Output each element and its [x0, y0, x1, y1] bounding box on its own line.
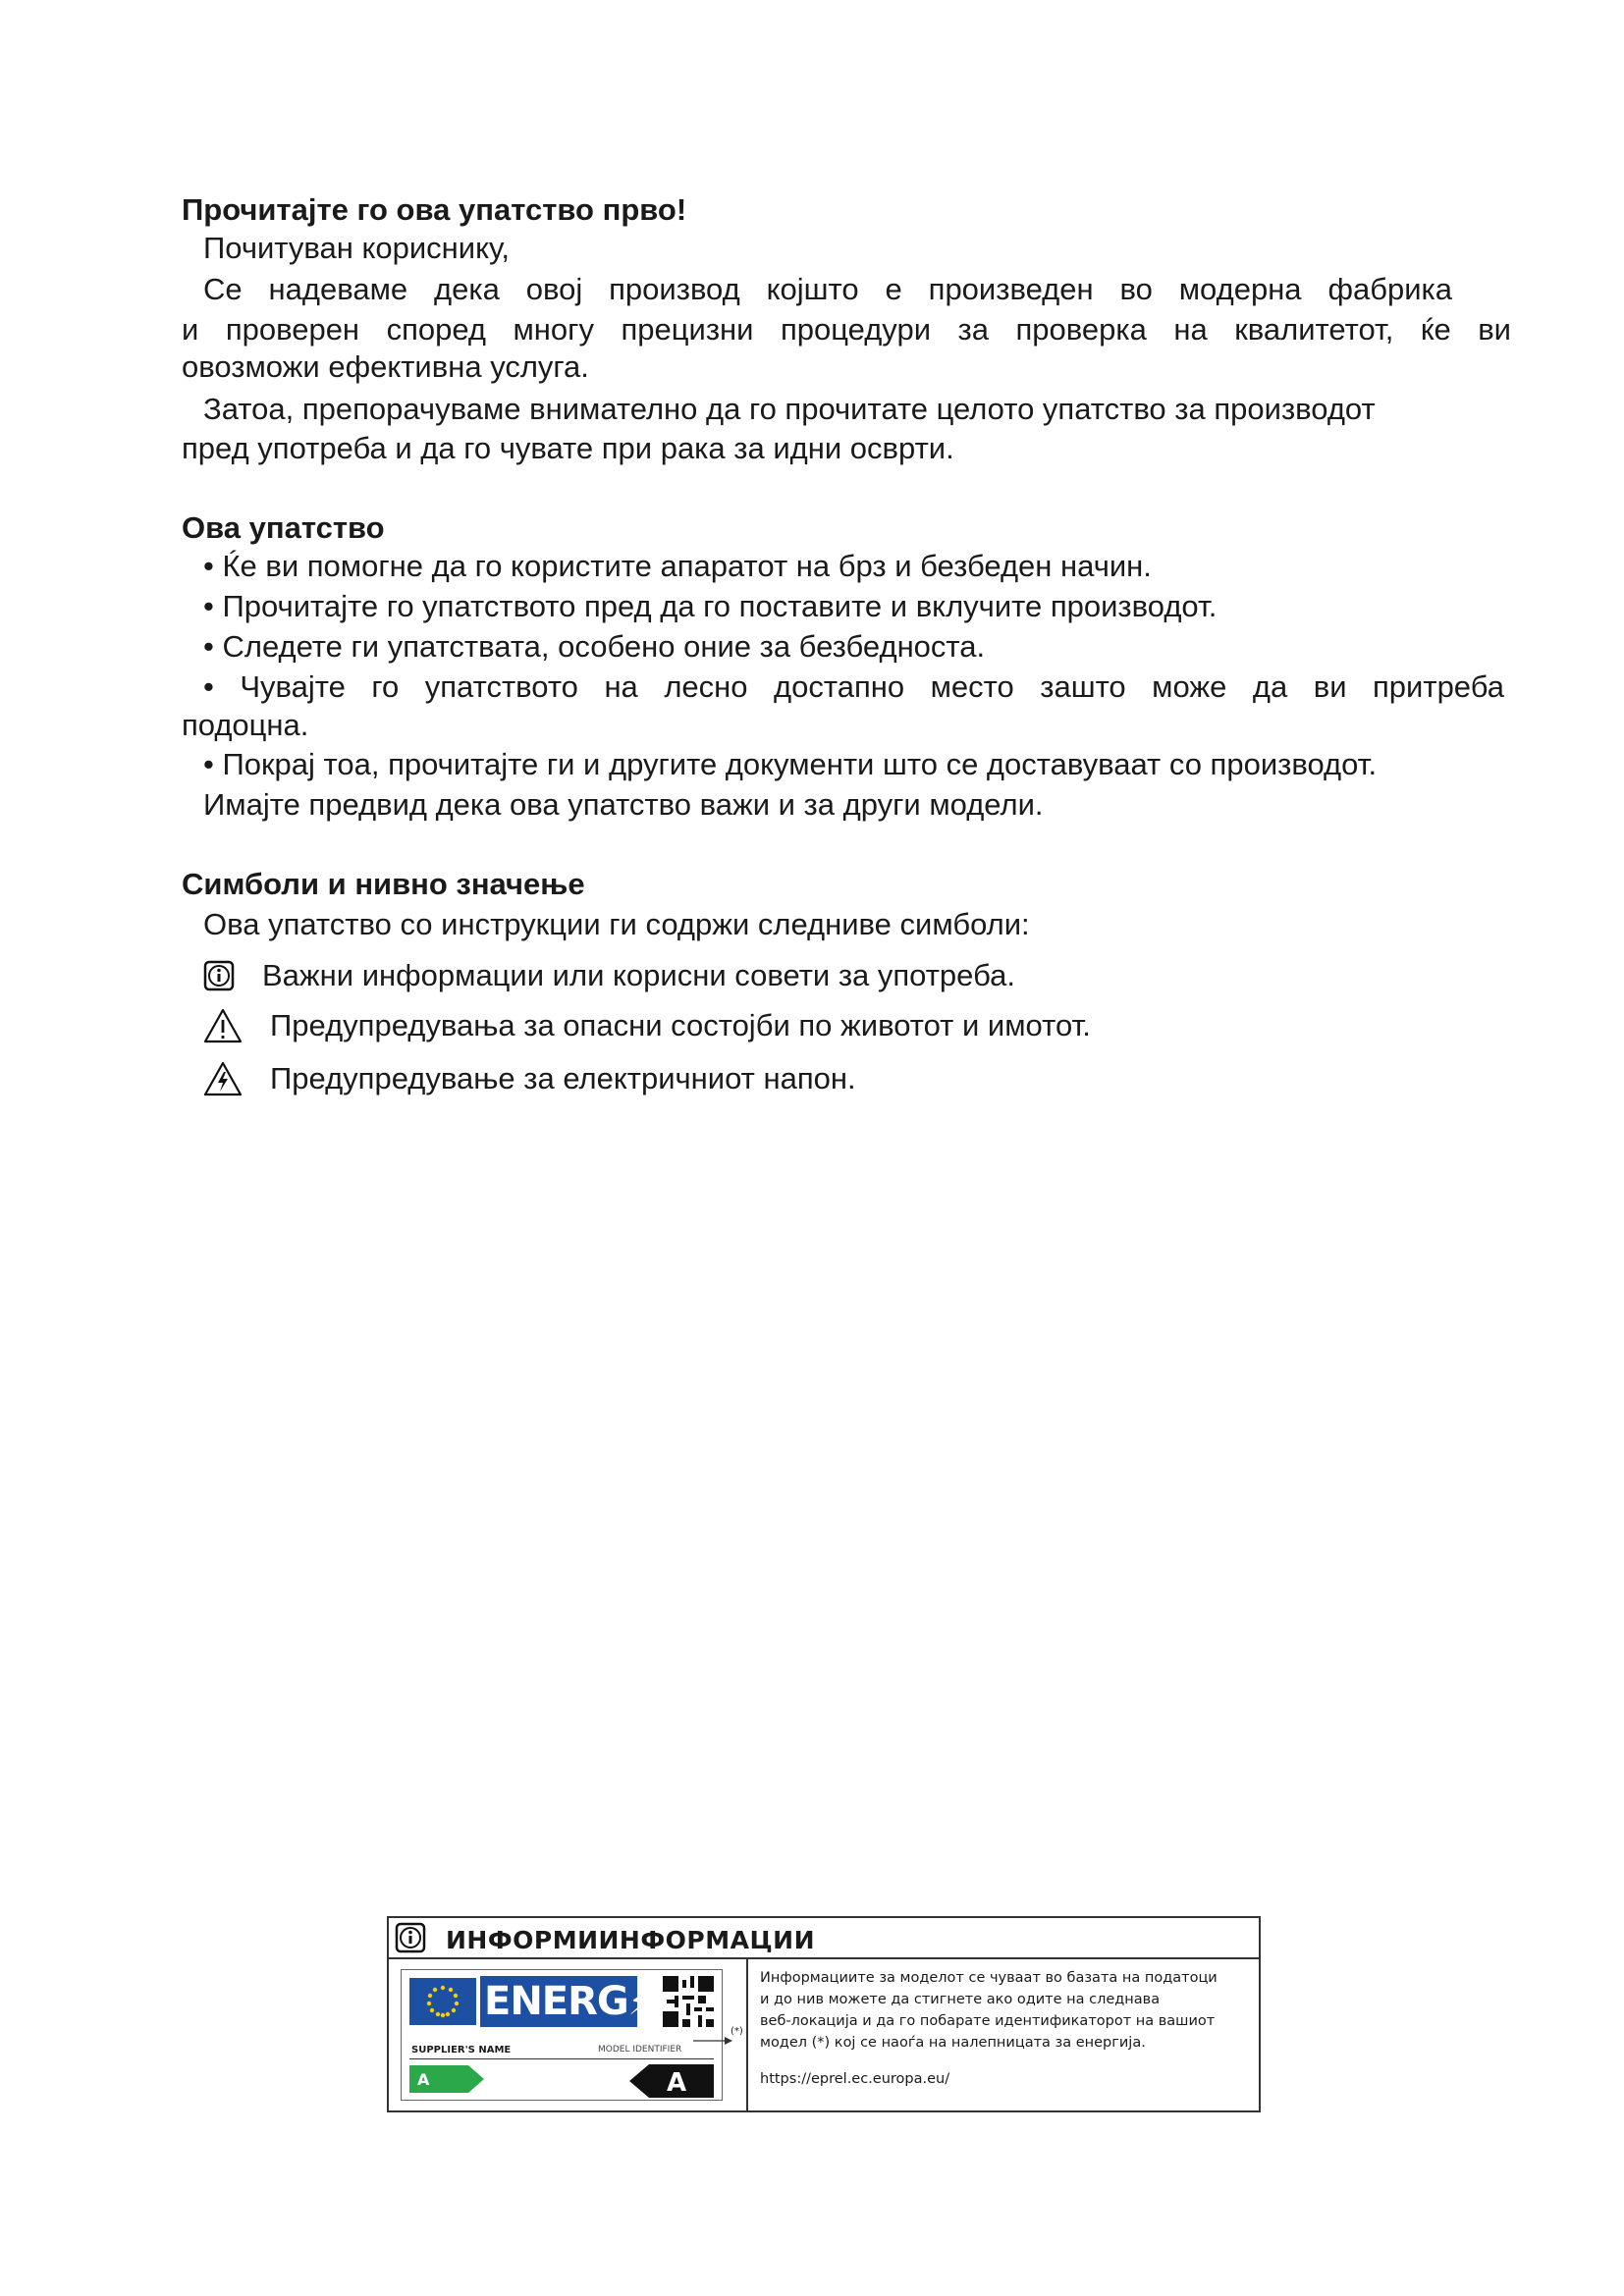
- class-left-letter: A: [417, 2070, 430, 2089]
- description-line: модел (*) кој се наоѓа на налепницата за енергија.: [760, 2035, 1146, 2051]
- bullet-item: • Ќе ви помогне да го користите апаратот на брз и безбеден начин.: [203, 549, 1152, 583]
- energy-logo-text: ENERG⚡: [480, 1976, 637, 2027]
- symbol-text: Предупредување за електричниот напон.: [270, 1061, 856, 1095]
- greeting: Почитуван кориснику,: [203, 231, 511, 265]
- bullet-item: • Следете ги упатствата, особено оние за безбедноста.: [203, 629, 986, 664]
- bullet-item: • Прочитајте го упатството пред да го поставите и вклучите производот.: [203, 589, 1218, 623]
- section-heading-symbols: Симболи и нивно значење: [182, 867, 585, 901]
- description-line: Информациите за моделот се чуваат во базата на податоци: [760, 1970, 1218, 1986]
- info-box-description: [760, 1967, 1251, 2054]
- note-other-models: Имајте предвид дека ова упатство важи и за други модели.: [203, 787, 1044, 822]
- info-icon: [203, 960, 235, 991]
- info-icon: [395, 1922, 426, 1953]
- energy-class-indicator: [629, 2064, 714, 2098]
- section-heading-this-manual: Ова упатство: [182, 510, 385, 545]
- intro-paragraph-line2: и проверен според многу прецизни процедури за проверка на квалитетот, ќе ви: [182, 312, 1511, 347]
- bullet-item-continuation: подоцна.: [182, 708, 309, 742]
- intro-paragraph-line3: овозможи ефективна услуга.: [182, 349, 589, 384]
- qr-code-icon: [663, 1976, 714, 2027]
- model-identifier: MODEL IDENTIFIER: [598, 2045, 682, 2055]
- advice-paragraph-line1: Затоа, препорачуваме внимателно да го прочитате целото упатство за производот: [203, 392, 1376, 426]
- energy-info-box: [387, 1916, 1261, 2112]
- eu-flag-icon: [409, 1978, 476, 2025]
- intro-paragraph-line1: Се надеваме дека овој производ којшто е произведен во модерна фабрика: [203, 272, 1452, 306]
- eprel-url: https://eprel.ec.europa.eu/: [760, 2071, 950, 2087]
- symbol-row-warning: [203, 1004, 1091, 1047]
- section-heading-read-first: Прочитајте го ова упатство прво!: [182, 192, 687, 227]
- model-marker: (*): [731, 2026, 743, 2037]
- symbol-row-electric: [203, 1057, 856, 1100]
- info-box-header: [389, 1918, 1259, 1959]
- symbols-intro: Ова упатство со инструкции ги содржи следниве симболи:: [203, 907, 1030, 941]
- bullet-item: • Покрај тоа, прочитајте ги и другите документи што се доставуваат со производот.: [203, 747, 1378, 781]
- warning-icon: [203, 1008, 243, 1043]
- electric-warning-icon: [203, 1061, 243, 1096]
- divider: [409, 2058, 714, 2059]
- energy-label: [401, 1969, 723, 2101]
- advice-paragraph-line2: пред употреба и да го чувате при рака за идни осврти.: [182, 431, 954, 465]
- class-right-letter: A: [667, 2068, 687, 2098]
- pointer-arrow-icon: [693, 2036, 732, 2046]
- supplier-name: SUPPLIER'S NAME: [411, 2045, 512, 2056]
- bullet-item: • Чувајте го упатството на лесно достапно место зашто може да ви притреба: [203, 669, 1504, 704]
- symbol-text: Важни информации или корисни совети за употреба.: [262, 958, 1015, 992]
- energy-label-cell: [389, 1959, 748, 2110]
- symbol-text: Предупредувања за опасни состојби по животот и имотот.: [270, 1008, 1091, 1042]
- energy-class-scale-arrow: [409, 2065, 484, 2093]
- description-line: и до нив можете да стигнете ако одите на следнава: [760, 1992, 1161, 2007]
- description-line: веб-локација и да го побарате идентификаторот на вашиот: [760, 2013, 1216, 2029]
- info-box-title: ИНФОРМИИНФОРМАЦИИ: [446, 1926, 815, 1954]
- symbol-row-info: [203, 954, 1015, 997]
